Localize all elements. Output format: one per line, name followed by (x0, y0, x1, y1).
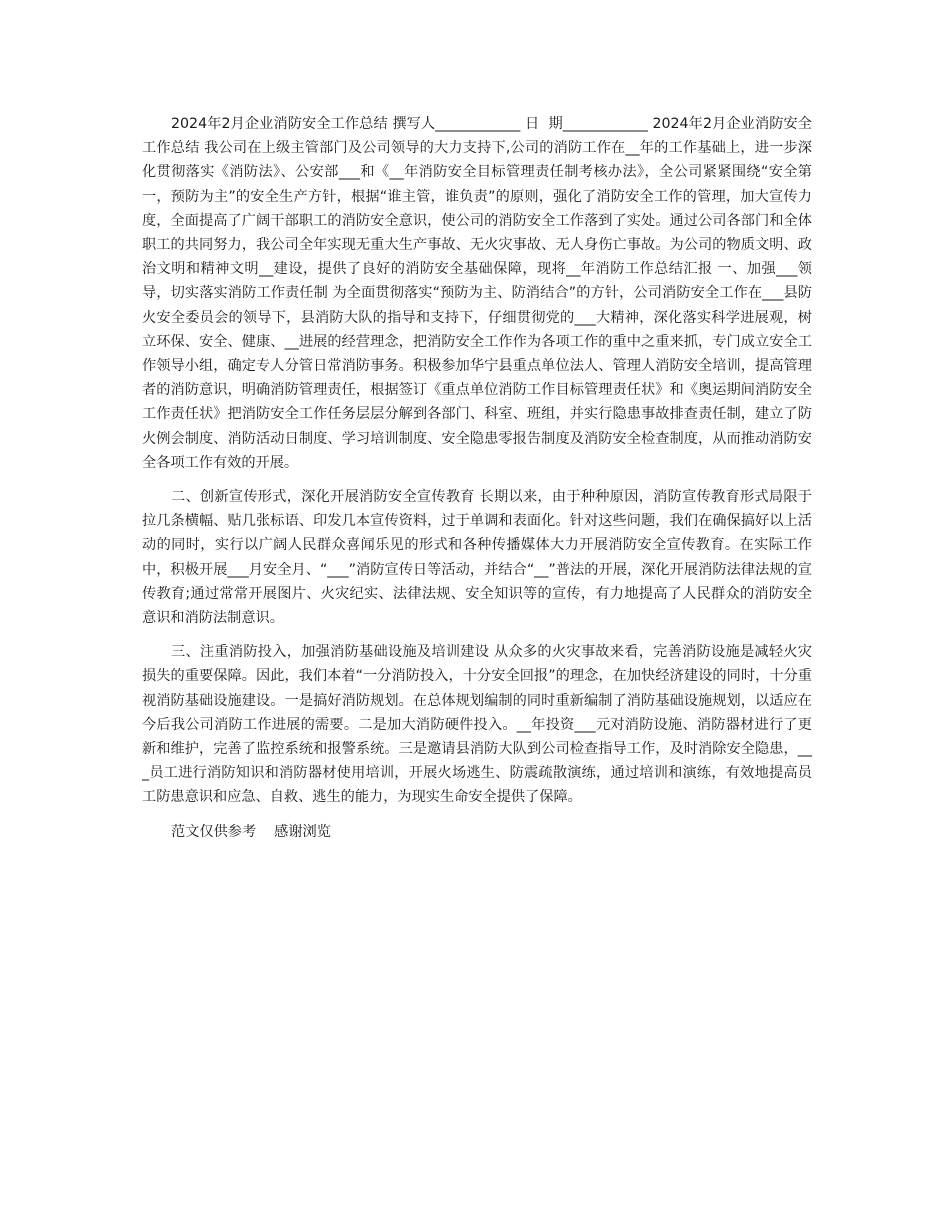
footer-note: 范文仅供参考 感谢浏览 (171, 823, 331, 840)
paragraph-publicity: 二、创新宣传形式，深化开展消防安全宣传教育 长期以来，由于种种原因，消防宣传教育形式局限于拉几条横幅、贴几张标语、印发几本宣传资料，过于单调和表面化。针对这些问题，我们在确保搞好以上活动的同时，实行以广阔人民群众喜闻乐见的形式和各种传播媒体大力开展消防安全宣传教育。在实际工作中，积极开展___月安全月、“___”消防宣传日等活动，并结合“__”普法的开展，深化开展消防法律法规的宣传教育;通过常常开展图片、火灾纪实、法律法规、安全知识等的宣传，有力地提高了人民群众的消防安全意识和消防法制意识。 (142, 489, 812, 627)
paragraph-intro: 2024年2月企业消防安全工作总结 撰写人____________ 日 期____________ 2024年2月企业消防安全工作总结 我公司在上级主管部门及公司领导的大力支持下,公司的消防工作在__年的工作基础上，进一步深化贯彻落实《消防法》、公安部___和《__年消防安全目标管理责任制考核办法》，全公司紧紧围绕“安全第一，预防为主”的安全生产方针，根据“谁主管，谁负责”的原则，强化了消防安全工作的管理，加大宣传力度，全面提高了广阔干部职工的消防安全意识，使公司的消防安全工作落到了实处。通过公司各部门和全体职工的共同努力，我公司全年实现无重大生产事故、无火灾事故、无人身伤亡事故。为公司的物质文明、政治文明和精神文明__建设，提供了良好的消防安全基础保障，现将__年消防工作总结汇报 一、加强___领导，切实落实消防工作责任制 为全面贯彻落实“预防为主、防消结合”的方针，公司消防安全工作在___县防火安全委员会的领导下，县消防大队的指导和支持下，仔细贯彻党的___大精神，深化落实科学进展观，树立环保、安全、健康、__进展的经营理念，把消防安全工作作为各项工作的重中之重来抓，专门成立安全工作领导小组，确定专人分管日常消防事务。积极参加华宁县重点单位法人、管理人消防安全培训，提高管理者的消防意识，明确消防管理责任，根据签订《重点单位消防工作目标管理责任状》和《奥运期间消防安全工作责任状》把消防安全工作任务层层分解到各部门、科室、班组，并实行隐患事故排查责任制，建立了防火例会制度、消防活动日制度、学习培训制度、安全隐患零报告制度及消防安全检查制度，从而推动消防安全各项工作有效的开展。 (142, 116, 812, 471)
document-body (142, 112, 812, 844)
paragraph-investment: 三、注重消防投入，加强消防基础设施及培训建设 从众多的火灾事故来看，完善消防设施是减轻火灾损失的重要保障。因此，我们本着“一分消防投入，十分安全回报”的理念，在加快经济建设的同时，十分重视消防基础设施建设。一是搞好消防规划。在总体规划编制的同时重新编制了消防基础设施规划，以适应在今后我公司消防工作进展的需要。二是加大消防硬件投入。__年投资___元对消防设施、消防器材进行了更新和维护，完善了监控系统和报警系统。三是邀请县消防大队到公司检查指导工作，及时消除安全隐患，___员工进行消防知识和消防器材使用培训，开展火场逃生、防震疏散演练，通过培训和演练，有效地提高员工防患意识和应急、自救、逃生的能力，为现实生命安全提供了保障。 (142, 644, 812, 806)
